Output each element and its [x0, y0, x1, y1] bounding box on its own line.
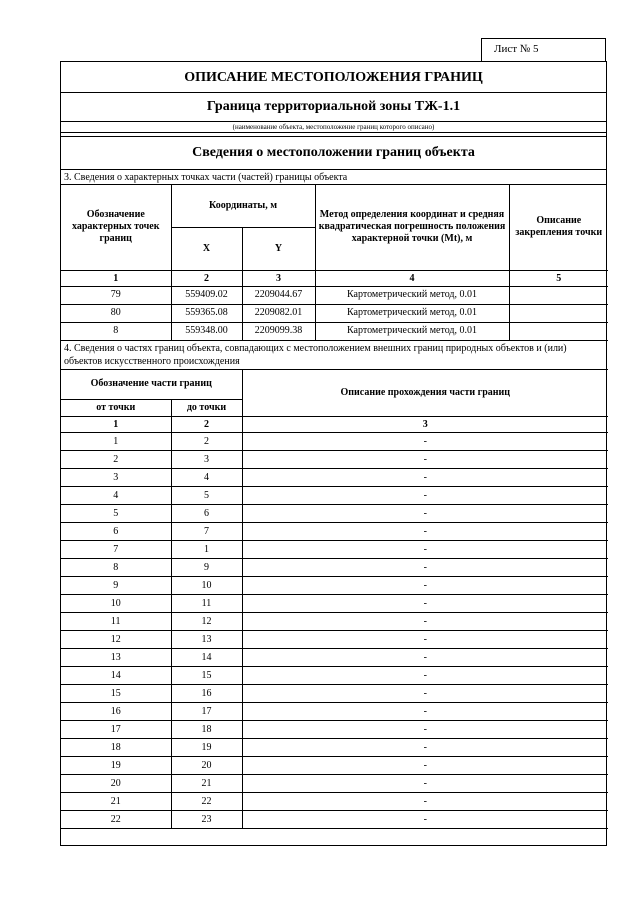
section3-label: 3. Сведения о характерных точках части (частей) границы объекта — [61, 170, 606, 185]
to-cell: 2 — [171, 433, 242, 451]
y-cell: 2209044.67 — [242, 286, 315, 304]
col-number: 4 — [315, 270, 509, 286]
document-title: ОПИСАНИЕ МЕСТОПОЛОЖЕНИЯ ГРАНИЦ — [61, 62, 606, 93]
method-cell: Картометрический метод, 0.01 — [315, 304, 509, 322]
table-row — [61, 487, 608, 505]
from-header: от точки — [61, 400, 171, 417]
description-cell: - — [242, 667, 608, 685]
point-cell: 79 — [61, 286, 171, 304]
table-row — [61, 304, 608, 322]
table-row — [61, 739, 608, 757]
description-cell: - — [242, 631, 608, 649]
description-cell: - — [242, 703, 608, 721]
from-cell: 22 — [61, 811, 171, 829]
from-cell: 20 — [61, 775, 171, 793]
to-cell: 18 — [171, 721, 242, 739]
from-cell: 14 — [61, 667, 171, 685]
parts-body — [61, 433, 608, 829]
from-cell: 5 — [61, 505, 171, 523]
col-number: 1 — [61, 270, 171, 286]
header-table — [61, 62, 606, 185]
to-cell: 13 — [171, 631, 242, 649]
part-header: Обозначение части границ — [61, 370, 242, 400]
x-cell: 559409.02 — [171, 286, 242, 304]
to-cell: 3 — [171, 451, 242, 469]
to-cell: 4 — [171, 469, 242, 487]
to-cell: 6 — [171, 505, 242, 523]
from-cell: 11 — [61, 613, 171, 631]
from-cell: 19 — [61, 757, 171, 775]
to-cell: 16 — [171, 685, 242, 703]
from-cell: 13 — [61, 649, 171, 667]
coords-header: Координаты, м — [171, 185, 315, 227]
to-cell: 22 — [171, 793, 242, 811]
from-cell: 18 — [61, 739, 171, 757]
to-cell: 5 — [171, 487, 242, 505]
to-cell: 17 — [171, 703, 242, 721]
description-cell: - — [242, 757, 608, 775]
description-cell: - — [242, 505, 608, 523]
table-row — [61, 775, 608, 793]
table-row — [61, 793, 608, 811]
method-header: Метод определения координат и средняя квадратическая погрешность положения характерной точки (Mt), м — [315, 185, 509, 270]
fixing-cell — [509, 286, 608, 304]
to-cell: 12 — [171, 613, 242, 631]
description-cell: - — [242, 775, 608, 793]
table-row — [61, 433, 608, 451]
from-cell: 10 — [61, 595, 171, 613]
from-cell: 16 — [61, 703, 171, 721]
to-cell: 7 — [171, 523, 242, 541]
y-cell: 2209082.01 — [242, 304, 315, 322]
table-row — [61, 703, 608, 721]
from-cell: 8 — [61, 559, 171, 577]
point-header: Обозначение характерных точек границ — [61, 185, 171, 270]
description-cell: - — [242, 811, 608, 829]
y-cell: 2209099.38 — [242, 322, 315, 340]
table-row — [61, 469, 608, 487]
method-cell: Картометрический метод, 0.01 — [315, 286, 509, 304]
table-row — [61, 721, 608, 739]
description-cell: - — [242, 433, 608, 451]
table-row — [61, 757, 608, 775]
table-row — [61, 613, 608, 631]
description-cell: - — [242, 595, 608, 613]
table-row — [61, 811, 608, 829]
document-frame — [60, 61, 607, 846]
table-row — [61, 286, 608, 304]
description-cell: - — [242, 649, 608, 667]
col-number: 5 — [509, 270, 608, 286]
table-row — [61, 667, 608, 685]
table-row — [61, 649, 608, 667]
fixing-cell — [509, 322, 608, 340]
description-cell: - — [242, 541, 608, 559]
method-cell: Картометрический метод, 0.01 — [315, 322, 509, 340]
col-number: 2 — [171, 270, 242, 286]
x-cell: 559365.08 — [171, 304, 242, 322]
from-cell: 6 — [61, 523, 171, 541]
table-row — [61, 595, 608, 613]
parts-table — [61, 370, 608, 839]
to-cell: 11 — [171, 595, 242, 613]
description-cell: - — [242, 451, 608, 469]
description-cell: - — [242, 559, 608, 577]
description-cell: - — [242, 685, 608, 703]
to-cell: 23 — [171, 811, 242, 829]
from-cell: 4 — [61, 487, 171, 505]
to-cell: 14 — [171, 649, 242, 667]
description-cell: - — [242, 793, 608, 811]
col-number: 3 — [242, 417, 608, 433]
zone-title: Граница территориальной зоны ТЖ-1.1 — [206, 99, 461, 114]
from-cell: 1 — [61, 433, 171, 451]
from-cell: 3 — [61, 469, 171, 487]
table-row — [61, 505, 608, 523]
from-cell: 21 — [61, 793, 171, 811]
y-header: Y — [242, 227, 315, 270]
col-number: 3 — [242, 270, 315, 286]
description-cell: - — [242, 487, 608, 505]
from-cell: 17 — [61, 721, 171, 739]
to-cell: 19 — [171, 739, 242, 757]
points-table — [61, 185, 608, 370]
point-cell: 8 — [61, 322, 171, 340]
to-cell: 20 — [171, 757, 242, 775]
sheet-number: Лист № 5 — [481, 38, 606, 61]
description-cell: - — [242, 469, 608, 487]
description-header: Описание прохождения части границ — [242, 370, 608, 417]
table-row — [61, 685, 608, 703]
table-row — [61, 541, 608, 559]
to-cell: 10 — [171, 577, 242, 595]
table-row — [61, 451, 608, 469]
table-row — [61, 631, 608, 649]
description-cell: - — [242, 613, 608, 631]
from-cell: 12 — [61, 631, 171, 649]
table-row — [61, 559, 608, 577]
table-row — [61, 523, 608, 541]
section4-label: 4. Сведения о частях границ объекта, совпадающих с местоположением внешних границ природных объектов и (или) объектов искусственного происхождения — [61, 340, 608, 369]
section-title: Сведения о местоположении границ объекта — [61, 137, 606, 170]
from-cell: 2 — [61, 451, 171, 469]
table-row — [61, 322, 608, 340]
to-header: до точки — [171, 400, 242, 417]
to-cell: 1 — [171, 541, 242, 559]
x-header: X — [171, 227, 242, 270]
table-row — [61, 577, 608, 595]
to-cell: 9 — [171, 559, 242, 577]
table-end-spacer — [61, 829, 608, 839]
from-cell: 9 — [61, 577, 171, 595]
description-cell: - — [242, 523, 608, 541]
from-cell: 7 — [61, 541, 171, 559]
col-number: 2 — [171, 417, 242, 433]
to-cell: 15 — [171, 667, 242, 685]
to-cell: 21 — [171, 775, 242, 793]
description-cell: - — [242, 577, 608, 595]
fixing-cell — [509, 304, 608, 322]
title-caption: (наименование объекта, местоположение границ которого описано) — [61, 122, 606, 133]
point-cell: 80 — [61, 304, 171, 322]
from-cell: 15 — [61, 685, 171, 703]
col-number: 1 — [61, 417, 171, 433]
x-cell: 559348.00 — [171, 322, 242, 340]
description-cell: - — [242, 721, 608, 739]
description-cell: - — [242, 739, 608, 757]
fixing-header: Описание закрепления точки — [509, 185, 608, 270]
